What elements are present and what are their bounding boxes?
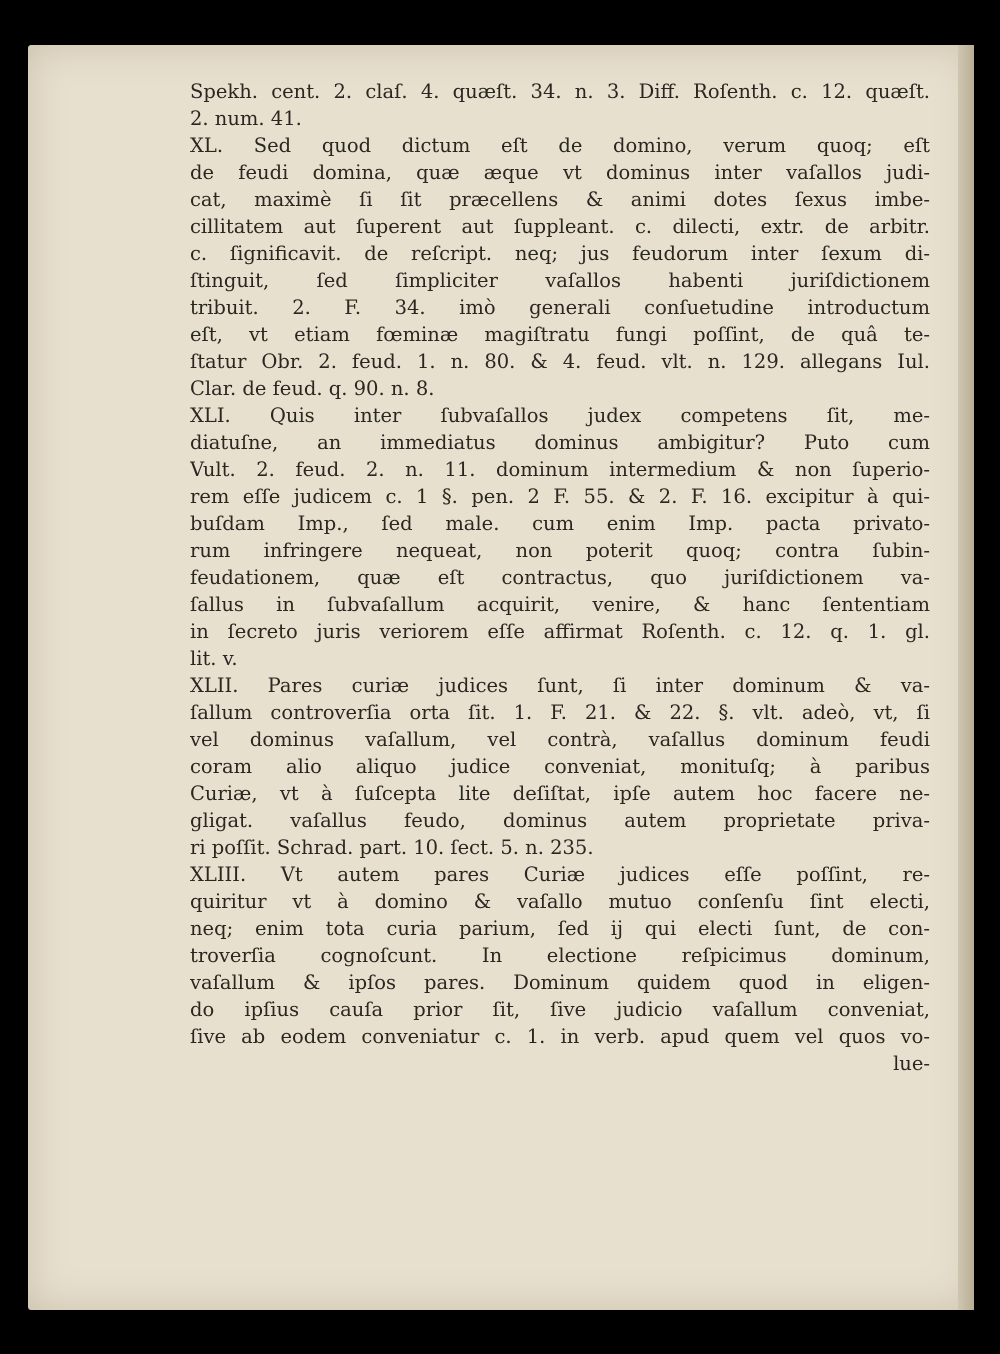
text-line: XL. Sed quod dictum eſt de domino, verum quoq; eſt (190, 134, 930, 157)
text-line: lit. v. (190, 647, 238, 670)
text-line: in ſecreto juris veriorem eſſe affirmat Roſenth. c. 12. q. 1. gl. (190, 620, 930, 643)
text-line: XLII. Pares curiæ judices ſunt, ſi inter dominum & va- (190, 674, 930, 697)
text-line: ſallum controverſia orta ſit. 1. F. 21. & 22. §. vlt. adeò, vt, ſi (190, 701, 930, 724)
text-line: XLIII. Vt autem pares Curiæ judices eſſe poſſint, re- (190, 863, 930, 886)
text-line: vaſallum & ipſos pares. Dominum quidem quod in eligen- (190, 971, 930, 994)
text-line: ſtatur Obr. 2. feud. 1. n. 80. & 4. feud. vlt. n. 129. allegans Iul. (190, 350, 930, 373)
text-line: rem eſſe judicem c. 1 §. pen. 2 F. 55. & 2. F. 16. excipitur à qui- (190, 485, 930, 508)
running-header: Spekh. cent. 2. claſ. 4. quæſt. 34. n. 3. Diff. Roſenth. c. 12. quæſt. (190, 80, 930, 103)
text-line: buſdam Imp., ſed male. cum enim Imp. pacta privato- (190, 512, 930, 535)
text-line: quiritur vt à domino & vaſallo mutuo conſenſu ſint electi, (190, 890, 930, 913)
text-line: do ipſius cauſa prior ſit, ſive judicio vaſallum conveniat, (190, 998, 930, 1021)
page-edge (958, 45, 974, 1310)
text-line: c. ſignificavit. de reſcript. neq; jus feudorum inter ſexum di- (190, 242, 930, 265)
text-line: cat, maximè ſi ſit præcellens & animi dotes ſexus imbe- (190, 188, 930, 211)
text-line: XLI. Quis inter ſubvaſallos judex competens ſit, me- (190, 404, 930, 427)
text-line: de feudi domina, quæ æque vt dominus inter vaſallos judi- (190, 161, 930, 184)
text-line: vel dominus vaſallum, vel contrà, vaſallus dominum feudi (190, 728, 930, 751)
text-line: rum infringere nequeat, non poterit quoq; contra ſubin- (190, 539, 930, 562)
text-line: feudationem, quæ eſt contractus, quo juriſdictionem va- (190, 566, 930, 589)
page-text (190, 78, 930, 1077)
text-line: ſive ab eodem conveniatur c. 1. in verb. apud quem vel quos vo- (190, 1025, 930, 1048)
text-line: tribuit. 2. F. 34. imò generali conſuetudine introductum (190, 296, 930, 319)
text-line: eſt, vt etiam fœminæ magiſtratu fungi poſſint, de quâ te- (190, 323, 930, 346)
text-line: ri poſſit. Schrad. part. 10. ſect. 5. n. 235. (190, 836, 594, 859)
text-line: Curiæ, vt à ſuſcepta lite deſiſtat, ipſe autem hoc facere ne- (190, 782, 930, 805)
text-line: ſallus in ſubvaſallum acquirit, venire, & hanc ſententiam (190, 593, 930, 616)
text-line: neq; enim tota curia parium, ſed ij qui electi ſunt, de con- (190, 917, 930, 940)
text-line: ſtinguit, ſed ſimpliciter vaſallos habenti juriſdictionem (190, 269, 930, 292)
text-line: troverſia cognoſcunt. In electione reſpicimus dominum, (190, 944, 930, 967)
catchword: lue- (893, 1052, 930, 1075)
text-line: coram alio aliquo judice conveniat, monituſq; à paribus (190, 755, 930, 778)
text-line: Vult. 2. feud. 2. n. 11. dominum intermedium & non ſuperio- (190, 458, 930, 481)
text-line: gligat. vaſallus feudo, dominus autem proprietate priva- (190, 809, 930, 832)
text-line: cillitatem aut ſuperent aut ſuppleant. c. dilecti, extr. de arbitr. (190, 215, 930, 238)
text-line: Clar. de feud. q. 90. n. 8. (190, 377, 435, 400)
text-line: 2. num. 41. (190, 107, 302, 130)
text-line: diatuſne, an immediatus dominus ambigitur? Puto cum (190, 431, 930, 454)
